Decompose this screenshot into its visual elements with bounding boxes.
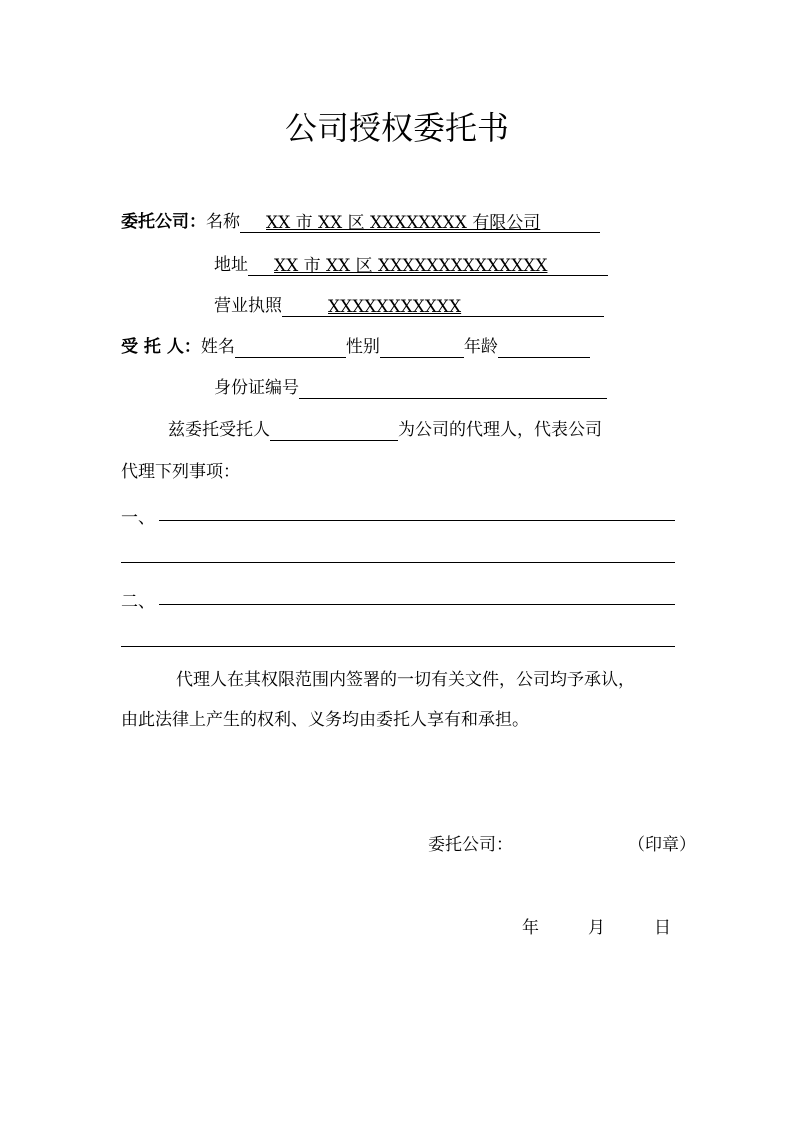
- license-label: 营业执照: [214, 296, 282, 316]
- paragraph-line-2: 由此法律上产生的权利、义务均由委托人享有和承担。: [121, 710, 529, 730]
- principal-license-field[interactable]: [282, 296, 604, 317]
- agent-id-row: [214, 377, 607, 399]
- principal-label: 委托公司：: [121, 212, 206, 232]
- agent-id-field[interactable]: [299, 378, 607, 399]
- agent-id-label: 身份证编号: [214, 378, 299, 398]
- principal-name-field[interactable]: [240, 212, 600, 233]
- agent-gender-field[interactable]: [380, 337, 464, 358]
- agent-name-label: 姓名: [200, 337, 235, 357]
- agent-age-label: 年龄: [463, 337, 498, 357]
- item-2-label: 二、: [121, 592, 155, 612]
- name-label: 名称: [206, 212, 240, 232]
- agent-row: [121, 336, 590, 358]
- item-2-line-2[interactable]: [121, 646, 675, 647]
- item-1-line[interactable]: [159, 520, 675, 521]
- agent-gender-label: 性别: [345, 337, 380, 357]
- matters-label: 代理下列事项：: [121, 462, 240, 482]
- principal-license-row: [214, 295, 604, 317]
- agent-name-field[interactable]: [235, 337, 346, 358]
- signature-company-label: 委托公司：: [428, 835, 513, 855]
- agent-age-field[interactable]: [498, 337, 590, 358]
- principal-name-row: [121, 211, 600, 233]
- principal-license-value: XXXXXXXXXXX: [328, 297, 462, 317]
- item-1-line-2[interactable]: [121, 562, 675, 563]
- seal-label: （印章）: [628, 835, 696, 855]
- principal-address-value: XX 市 XX 区 XXXXXXXXXXXXXX: [274, 256, 548, 276]
- delegate-post: 为公司的代理人，代表公司: [398, 420, 602, 440]
- date-month: 月: [588, 918, 605, 938]
- agent-label: 受 托 人：: [121, 337, 201, 357]
- delegate-pre: 兹委托受托人: [168, 420, 270, 440]
- principal-name-value: XX 市 XX 区 XXXXXXXX 有限公司: [266, 213, 541, 233]
- item-1-label: 一、: [121, 508, 155, 528]
- document-title: 公司授权委托书: [284, 109, 509, 147]
- paragraph-line-1: 代理人在其权限范围内签署的一切有关文件，公司均予承认，: [176, 670, 635, 690]
- delegate-agent-field[interactable]: [270, 420, 398, 441]
- principal-address-row: [214, 254, 608, 276]
- item-2-line[interactable]: [159, 604, 675, 605]
- date-year: 年: [522, 918, 539, 938]
- delegate-row: [168, 419, 602, 441]
- date-day: 日: [654, 918, 671, 938]
- address-label: 地址: [214, 255, 248, 275]
- principal-address-field[interactable]: [248, 255, 608, 276]
